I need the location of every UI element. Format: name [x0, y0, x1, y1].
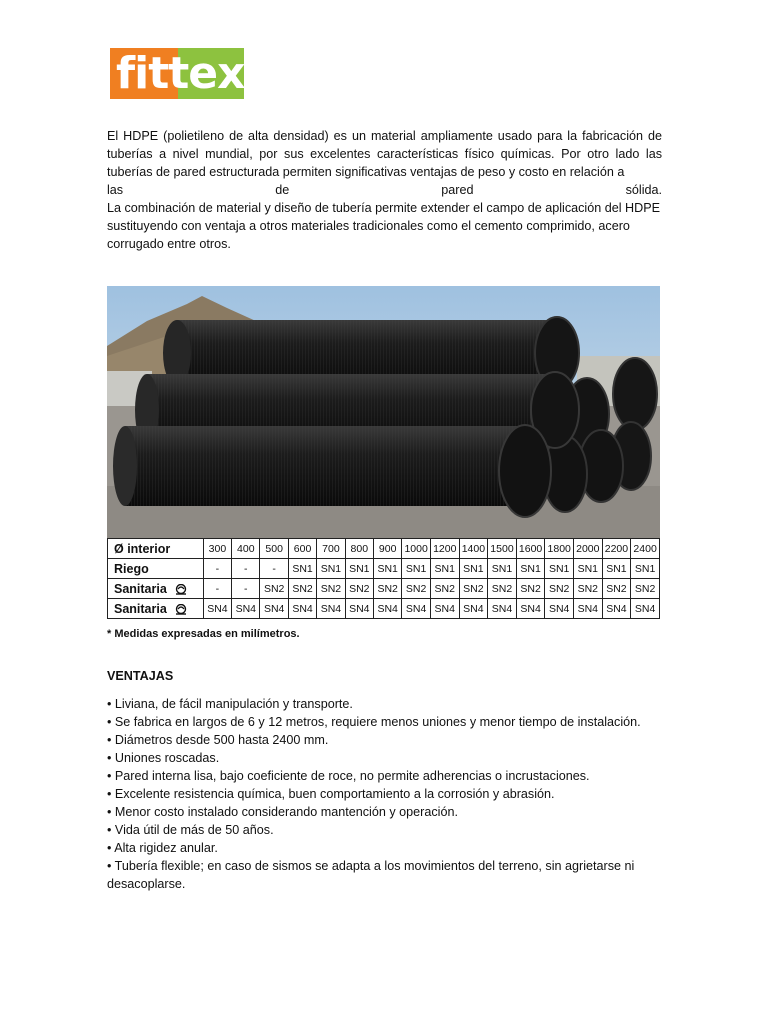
value-cell: SN4: [402, 599, 431, 619]
value-cell: SN2: [545, 579, 574, 599]
value-cell: SN4: [574, 599, 603, 619]
value-cell: SN2: [288, 579, 316, 599]
list-item: • Vida útil de más de 50 años.: [107, 823, 274, 837]
pipes-illustration: [107, 286, 660, 538]
value-cell: SN4: [545, 599, 574, 619]
diameter-cell: 2400: [631, 539, 660, 559]
value-cell: SN1: [545, 559, 574, 579]
diameter-cell: 400: [232, 539, 260, 559]
table-note: * Medidas expresadas en milímetros.: [107, 628, 300, 640]
value-cell: SN4: [430, 599, 459, 619]
list-item: • Se fabrica en largos de 6 y 12 metros, requiere menos uniones y menor tiempo de instalación.: [107, 715, 641, 729]
diameter-cell: 2000: [574, 539, 603, 559]
intro-paragraph-1-main: El HDPE (polietileno de alta densidad) es un material ampliamente usado para la fabricación de tuberías a nivel mundial, por sus excelentes características físico químicas. Por otro lado las tuberías de pared estructurada permiten significativas ventajas de peso y costo en relación a: [107, 129, 662, 179]
list-item: • Alta rigidez anular.: [107, 841, 218, 855]
diameter-cell: 1000: [402, 539, 431, 559]
row-label-cell: [108, 579, 204, 599]
diameter-cell: 700: [317, 539, 345, 559]
value-cell: SN1: [459, 559, 488, 579]
list-item: • Diámetros desde 500 hasta 2400 mm.: [107, 733, 329, 747]
value-cell: SN2: [402, 579, 431, 599]
value-cell: SN2: [345, 579, 373, 599]
list-item: • Excelente resistencia química, buen comportamiento a la corrosión y abrasión.: [107, 787, 555, 801]
value-cell: SN2: [631, 579, 660, 599]
value-cell: -: [260, 559, 288, 579]
value-cell: SN4: [602, 599, 631, 619]
table-row-sanitaria-sn2: [108, 579, 660, 599]
value-cell: SN4: [516, 599, 545, 619]
intro-paragraph-1-last: las de pared sólida.: [107, 183, 662, 197]
logo-wordmark: fittex: [116, 48, 245, 99]
table-header-row: [108, 539, 660, 559]
value-cell: SN1: [402, 559, 431, 579]
pipes-photo: [107, 286, 660, 538]
value-cell: SN1: [602, 559, 631, 579]
diameter-cell: 500: [260, 539, 288, 559]
sanitation-logo-icon: [174, 584, 188, 595]
spec-table: [107, 538, 660, 619]
value-cell: -: [203, 559, 231, 579]
value-cell: SN1: [430, 559, 459, 579]
value-cell: SN4: [232, 599, 260, 619]
value-cell: SN2: [373, 579, 401, 599]
list-item: • Menor costo instalado considerando mantención y operación.: [107, 805, 458, 819]
ventajas-list: [107, 695, 667, 893]
value-cell: SN4: [260, 599, 288, 619]
value-cell: SN2: [602, 579, 631, 599]
value-cell: SN4: [631, 599, 660, 619]
value-cell: SN2: [516, 579, 545, 599]
list-item: • Tubería flexible; en caso de sismos se adapta a los movimientos del terreno, sin agrietarse ni desacoplarse.: [107, 859, 635, 891]
diameter-cell: 1800: [545, 539, 574, 559]
value-cell: SN1: [317, 559, 345, 579]
value-cell: SN1: [631, 559, 660, 579]
value-cell: SN4: [288, 599, 316, 619]
value-cell: SN1: [488, 559, 517, 579]
list-item: • Pared interna lisa, bajo coeficiente de roce, no permite adherencias o incrustaciones.: [107, 769, 590, 783]
table-row-riego: [108, 559, 660, 579]
value-cell: SN1: [516, 559, 545, 579]
value-cell: SN1: [288, 559, 316, 579]
table-row-sanitaria-sn4: [108, 599, 660, 619]
ventajas-heading: VENTAJAS: [107, 669, 174, 683]
value-cell: SN2: [459, 579, 488, 599]
value-cell: SN2: [317, 579, 345, 599]
fittex-logo: [110, 48, 244, 99]
value-cell: -: [232, 559, 260, 579]
value-cell: SN4: [345, 599, 373, 619]
value-cell: SN1: [345, 559, 373, 579]
list-item: • Uniones roscadas.: [107, 751, 220, 765]
diameter-cell: 1600: [516, 539, 545, 559]
value-cell: SN1: [574, 559, 603, 579]
value-cell: SN4: [373, 599, 401, 619]
row-label: Sanitaria: [114, 601, 167, 616]
row-label: Riego: [108, 559, 204, 579]
diameter-cell: 800: [345, 539, 373, 559]
value-cell: SN2: [260, 579, 288, 599]
intro-paragraph-1: [107, 127, 662, 199]
header-label: Ø interior: [108, 539, 204, 559]
intro-paragraph-2: La combinación de material y diseño de tubería permite extender el campo de aplicación del HDPE sustituyendo con ventaja a otros materiales tradicionales como el cemento comprimido, acero corrugado entre otros.: [107, 201, 661, 251]
intro-text: [107, 127, 662, 253]
diameter-cell: 900: [373, 539, 401, 559]
list-item: • Liviana, de fácil manipulación y transporte.: [107, 697, 353, 711]
value-cell: SN4: [203, 599, 231, 619]
value-cell: SN2: [488, 579, 517, 599]
value-cell: SN4: [317, 599, 345, 619]
diameter-cell: 1500: [488, 539, 517, 559]
value-cell: SN2: [430, 579, 459, 599]
row-label-cell: [108, 599, 204, 619]
value-cell: SN2: [574, 579, 603, 599]
diameter-cell: 2200: [602, 539, 631, 559]
diameter-cell: 300: [203, 539, 231, 559]
value-cell: SN4: [488, 599, 517, 619]
row-label: Sanitaria: [114, 581, 167, 596]
sanitation-logo-icon: [174, 604, 188, 615]
value-cell: SN4: [459, 599, 488, 619]
diameter-cell: 600: [288, 539, 316, 559]
value-cell: -: [232, 579, 260, 599]
diameter-cell: 1200: [430, 539, 459, 559]
diameter-cell: 1400: [459, 539, 488, 559]
value-cell: SN1: [373, 559, 401, 579]
value-cell: -: [203, 579, 231, 599]
